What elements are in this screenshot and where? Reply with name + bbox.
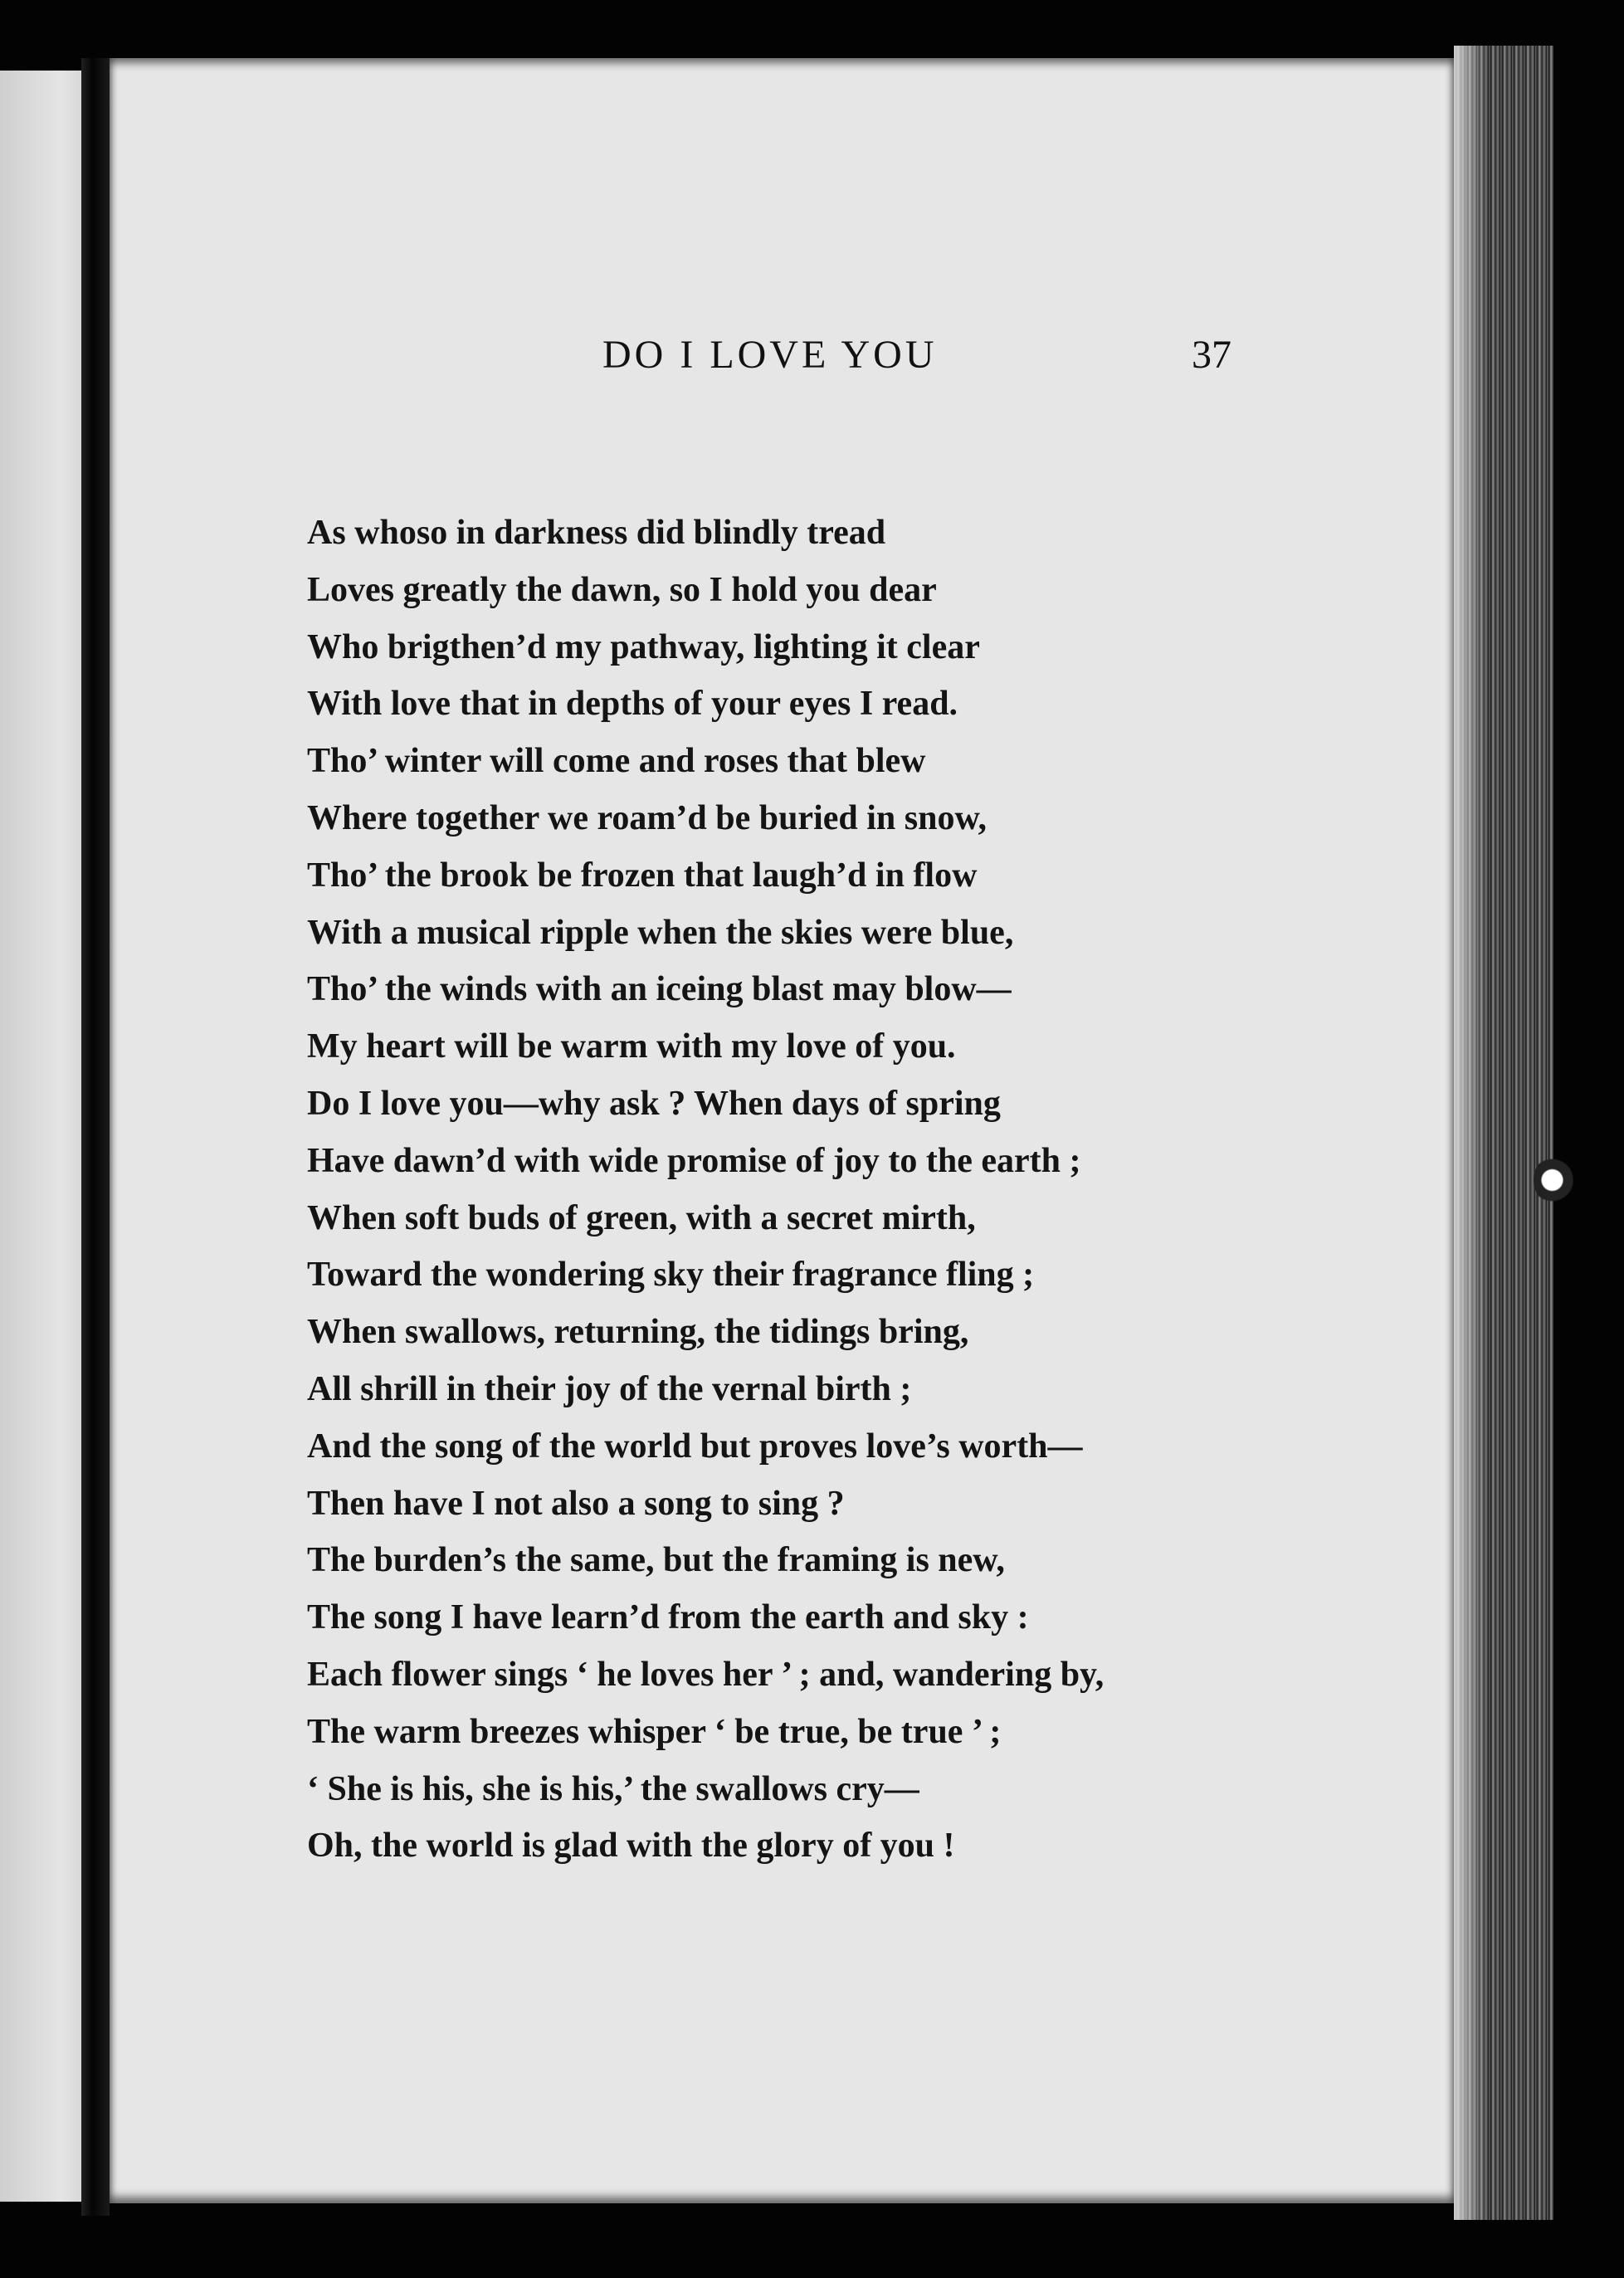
book-page [110,58,1454,2203]
poem-line: Do I love you—why ask ? When days of spring [307,1084,1001,1123]
poem-line: When soft buds of green, with a secret mirth, [307,1198,976,1237]
poem-line: Toward the wondering sky their fragrance fling ; [307,1256,1035,1295]
poem-line: ‘ She is his, she is his,’ the swallows cry— [307,1769,919,1808]
book-gutter [81,58,110,2216]
poem-line: The warm breezes whisper ‘ be true, be true ’ ; [307,1712,1002,1751]
poem-line: My heart will be warm with my love of you. [307,1027,956,1066]
poem-line: The song I have learn’d from the earth and sky : [307,1598,1029,1637]
poem-text [307,505,1386,1875]
ink-blot [1534,1155,1575,1205]
facing-page-edge [0,71,86,2202]
page-header [110,332,1454,398]
poem-line: With love that in depths of your eyes I read. [307,685,958,724]
page-edge-shadow [1454,46,1487,2220]
poem-line: Each flower sings ‘ he loves her ’ ; and, wandering by, [307,1655,1105,1694]
poem-line: Tho’ the winds with an iceing blast may blow— [307,970,1012,1009]
poem-line: All shrill in their joy of the vernal birth ; [307,1369,912,1408]
poem-line: As whoso in darkness did blindly tread [307,514,886,552]
poem-line: And the song of the world but proves love’s worth— [307,1427,1083,1466]
poem-line: Loves greatly the dawn, so I hold you dear [307,570,937,609]
poem-line: Tho’ the brook be frozen that laugh’d in flow [307,856,978,895]
running-head: DO I LOVE YOU [602,333,938,377]
poem-line: Tho’ winter will come and roses that blew [307,742,926,781]
page-number: 37 [1192,333,1231,377]
poem-line: Oh, the world is glad with the glory of you ! [307,1827,955,1866]
poem-line: Where together we roam’d be buried in snow, [307,798,987,837]
poem-line: When swallows, returning, the tidings bring, [307,1313,969,1352]
poem-line: Who brigthen’d my pathway, lighting it clear [307,627,980,666]
poem-line: The burden’s the same, but the framing is new, [307,1541,1005,1580]
poem-line: With a musical ripple when the skies were blue, [307,913,1014,952]
poem-line: Have dawn’d with wide promise of joy to the earth ; [307,1141,1081,1180]
poem-line: Then have I not also a song to sing ? [307,1484,845,1523]
